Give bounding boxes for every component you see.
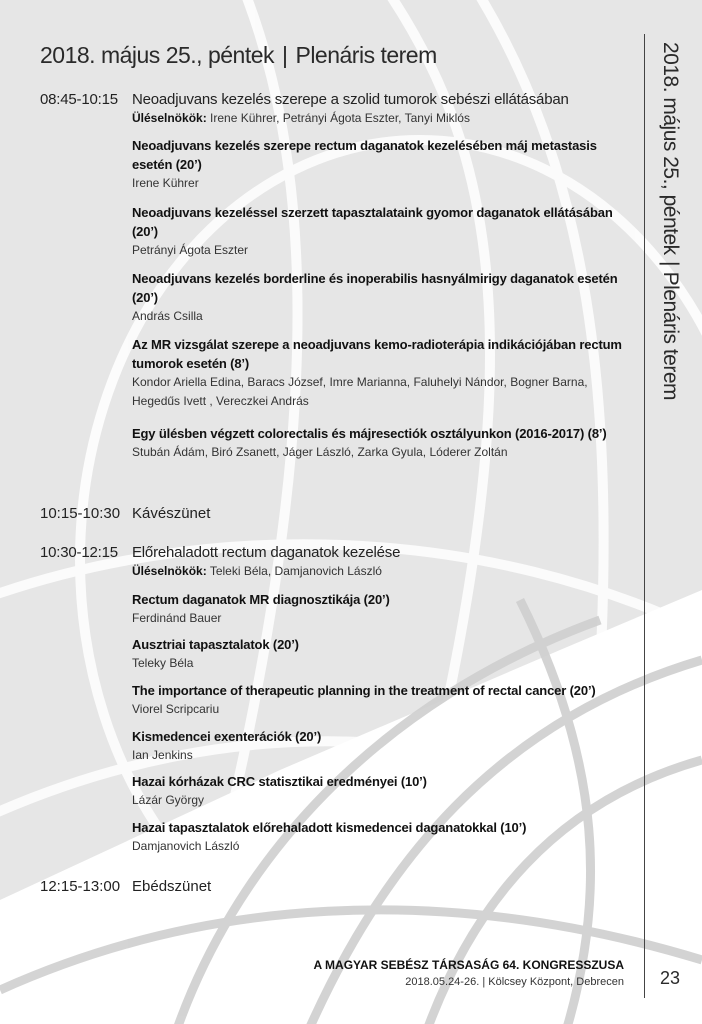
talk-item: [132, 335, 637, 411]
talk-title: Neoadjuvans kezelés borderline és inoperabilis hasnyálmirigy daganatok esetén (20’): [132, 271, 618, 305]
talk-authors: Irene Kührer: [132, 176, 199, 190]
session-chairs: [132, 111, 637, 125]
break-label: Kávészünet: [132, 505, 211, 522]
congress-info: [314, 976, 625, 988]
side-title: [658, 42, 682, 400]
talk-title: Neoadjuvans kezelés szerepe rectum daganatok kezelésében máj metastasis esetén (20’): [132, 138, 597, 172]
talk-item: [132, 136, 637, 193]
talk-item: [132, 269, 637, 326]
talk-item: [132, 203, 637, 260]
talk-item: [132, 635, 637, 673]
congress-name: A MAGYAR SEBÉSZ TÁRSASÁG 64. KONGRESSZUSA: [313, 958, 624, 972]
talk-authors: Stubán Ádám, Biró Zsanett, Jáger László, Zarka Gyula, Lóderer Zoltán: [132, 445, 508, 459]
page-number: 23: [660, 968, 681, 988]
talk-title: Rectum daganatok MR diagnosztikája (20’): [132, 592, 390, 607]
break-time: 12:15-13:00: [40, 878, 121, 895]
talk-title: Hazai tapasztalatok előrehaladott kismedencei daganatokkal (10’): [132, 820, 527, 835]
talk-item: [132, 681, 637, 719]
header-separator: |: [282, 42, 288, 68]
chairs-names: Teleki Béla, Damjanovich László: [209, 564, 382, 578]
talk-title: Az MR vizsgálat szerepe a neoadjuvans kemo-radioterápia indikációjában rectum tumorok esetén (8’): [132, 337, 622, 371]
session-chairs: [132, 564, 637, 578]
side-divider: [644, 34, 645, 998]
header-date: 2018. május 25., péntek: [40, 42, 274, 68]
chairs-names: Irene Kührer, Petrányi Ágota Eszter, Tanyi Miklós: [210, 111, 470, 125]
talk-authors: Lázár György: [132, 793, 205, 807]
break-label: Ebédszünet: [132, 878, 212, 895]
talk-title: Kismedencei exenterációk (20’): [132, 729, 322, 744]
talk-title: The importance of therapeutic planning in the treatment of rectal cancer (20’): [132, 683, 596, 698]
talk-authors: András Csilla: [132, 309, 203, 323]
talk-title: Hazai kórházak CRC statisztikai eredményei (10’): [132, 774, 427, 789]
session-title: Előrehaladott rectum daganatok kezelése: [132, 544, 401, 561]
session-time: 10:30-12:15: [40, 544, 118, 561]
footer-separator: |: [482, 976, 486, 988]
talk-item: [132, 772, 637, 810]
page-header: [40, 42, 437, 69]
talk-authors: Ferdinánd Bauer: [132, 611, 222, 625]
talk-title: Neoadjuvans kezeléssel szerzett tapasztalataink gyomor daganatok ellátásában (20’): [132, 205, 613, 239]
side-running-header: [640, 0, 700, 1024]
chairs-label: Üléselnökök:: [132, 111, 207, 125]
talk-title: Egy ülésben végzett colorectalis és májresectiók osztályunkon (2016-2017) (8’): [132, 426, 607, 441]
talk-authors: Petrányi Ágota Eszter: [132, 243, 249, 257]
header-room: Plenáris terem: [295, 42, 437, 68]
talk-authors: Teleky Béla: [132, 656, 194, 670]
talk-item: [132, 424, 637, 462]
coffee-break: [40, 505, 211, 522]
side-room: Plenáris terem: [659, 271, 682, 401]
congress-dates: 2018.05.24-26.: [405, 976, 480, 988]
break-time: 10:15-10:30: [40, 505, 121, 522]
talk-authors: Ian Jenkins: [132, 748, 193, 762]
congress-venue: Kölcsey Központ, Debrecen: [488, 976, 624, 988]
chairs-label: Üléselnökök:: [132, 564, 207, 578]
lunch-break: [40, 878, 212, 895]
talk-item: [132, 818, 637, 856]
side-date: 2018. május 25., péntek: [659, 42, 682, 255]
talk-authors: Viorel Scripcariu: [132, 702, 220, 716]
talk-title: Ausztriai tapasztalatok (20’): [132, 637, 299, 652]
side-separator: |: [659, 260, 682, 266]
talk-authors: Damjanovich László: [132, 839, 240, 853]
page-footer: [314, 958, 625, 988]
talk-item: [132, 590, 637, 628]
talk-item: [132, 727, 637, 765]
session-title: Neoadjuvans kezelés szerepe a szolid tumorok sebészi ellátásában: [132, 91, 569, 108]
talk-authors: Kondor Ariella Edina, Baracs József, Imre Marianna, Faluhelyi Nándor, Bogner Barna, Hegedűs Ivett , Vereczkei András: [132, 375, 588, 408]
session-time: 08:45-10:15: [40, 91, 118, 108]
